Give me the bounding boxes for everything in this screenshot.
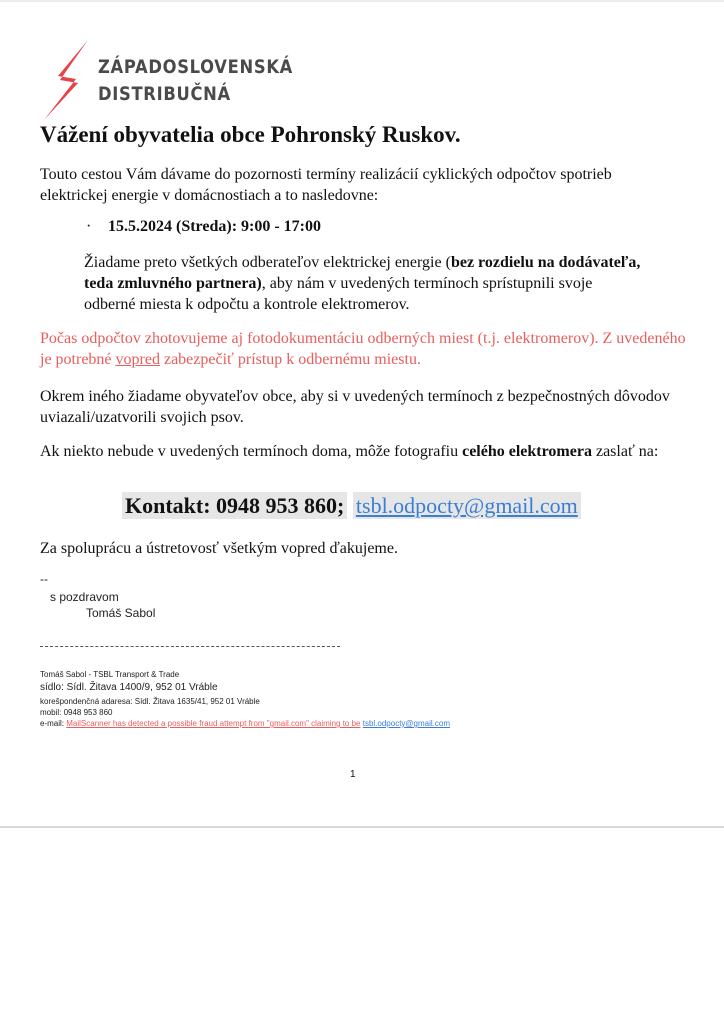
photo-notice-text-1: Počas odpočtov zhotovujeme aj fotodokumentáciu odberných miest (t.j. elektromerov). Z uvedeného je potrebné xyxy=(40,330,686,368)
signature-name: Tomáš Sabol xyxy=(86,606,156,620)
schedule-item xyxy=(86,218,321,236)
page-heading: Vážení obyvatelia obce Pohronský Ruskov. xyxy=(40,122,461,147)
logo-line-1: ZÁPADOSLOVENSKÁ xyxy=(98,56,294,78)
photo-notice-underlined: vopred xyxy=(115,351,160,368)
footer-company: Tomáš Sabol - TSBL Transport & Trade xyxy=(40,670,180,679)
contact-email-link[interactable]: tsbl.odpocty@gmail.com xyxy=(353,492,581,519)
dogs-paragraph: Okrem iného žiadame obyvateľov obce, aby si v uvedených termínoch z bezpečnostných dôvodov uviazali/uzatvorili svojich psov. xyxy=(40,388,670,426)
photo-notice-text-2: zabezpečiť prístup k odbernému miestu. xyxy=(159,351,421,368)
request-bold-text: bez rozdielu na dodávateľa, teda zmluvného partnera) xyxy=(84,254,641,292)
thanks-paragraph: Za spoluprácu a ústretovosť všetkým vopred ďakujeme. xyxy=(40,540,398,557)
footer-correspondence: korešpondenčná adaresa: Sídl. Žitava 1635/41, 952 01 Vráble xyxy=(40,697,260,706)
scan-top-edge xyxy=(0,0,724,2)
absent-text-2: zaslať na: xyxy=(591,443,659,460)
photo-notice-paragraph xyxy=(40,328,700,370)
signature-greeting: s pozdravom xyxy=(50,590,119,604)
footer-email-link[interactable]: tsbl.odpocty@gmail.com xyxy=(362,719,450,728)
lightning-bolt-icon xyxy=(38,38,94,122)
footer-email-label: e-mail: xyxy=(40,719,67,728)
absent-paragraph xyxy=(40,441,680,462)
request-text-2: , aby nám v uvedených termínoch sprístupnili svoje odberné miesta k odpočtu a kontrole elektromerov. xyxy=(84,275,593,313)
footer-fraud-warning: MailScanner has detected a possible fraud attempt from "gmail.com" claiming to be xyxy=(66,719,361,728)
logo-wordmark xyxy=(98,54,293,108)
page-number: 1 xyxy=(350,769,356,780)
request-paragraph xyxy=(84,252,644,315)
bullet-marker: · xyxy=(86,218,92,235)
footer-seat: sídlo: Sídl. Žitava 1400/9, 952 01 Vráble xyxy=(40,682,218,693)
footer-mobile: mobil: 0948 953 860 xyxy=(40,708,113,717)
absent-text-1: Ak niekto nebude v uvedených termínoch doma, môže fotografiu xyxy=(40,443,463,460)
signature-divider xyxy=(40,646,340,647)
company-logo xyxy=(38,38,298,122)
contact-phone: Kontakt: 0948 953 860; xyxy=(122,492,347,519)
request-text-1: Žiadame preto všetkých odberateľov elektrickej energie ( xyxy=(84,254,451,271)
footer-email xyxy=(40,719,450,728)
scan-bottom-edge xyxy=(0,826,724,828)
contact-line xyxy=(122,493,581,519)
logo-line-2: DISTRIBUČNÁ xyxy=(98,83,231,105)
schedule-date-time: 15.5.2024 (Streda): 9:00 - 17:00 xyxy=(108,218,322,235)
intro-paragraph: Touto cestou Vám dávame do pozornosti termíny realizácií cyklických odpočtov spotrieb elektrickej energie v domácnostiach a to nasledovne: xyxy=(40,166,612,204)
signature-dash: -- xyxy=(40,572,48,586)
absent-bold-text: celého elektromera xyxy=(462,443,592,460)
